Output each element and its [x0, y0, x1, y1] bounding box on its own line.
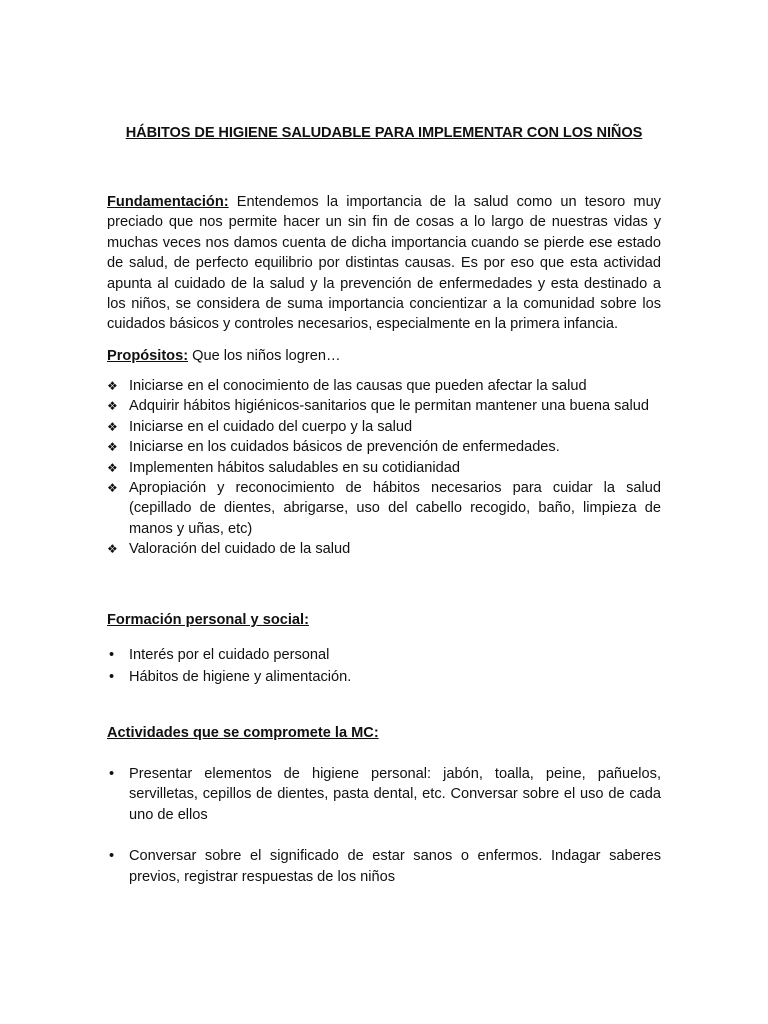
formacion-section: [107, 612, 661, 628]
formacion-list: [107, 645, 661, 688]
list-item: ❖ Implementen hábitos saludables en su cotidianidad: [107, 458, 661, 478]
list-item: ❖ Iniciarse en los cuidados básicos de prevención de enfermedades.: [107, 437, 661, 457]
list-item: • Interés por el cuidado personal: [107, 645, 661, 665]
actividades-list: [107, 764, 661, 887]
list-item: • Conversar sobre el significado de estar sanos o enfermos. Indagar saberes previos, registrar respuestas de los niños: [109, 848, 661, 885]
actividades-heading: Actividades que se compromete la MC:: [107, 725, 379, 741]
list-item: ❖ Iniciarse en el cuidado del cuerpo y la salud: [107, 417, 661, 437]
diamond-bullet-icon: ❖: [107, 399, 118, 414]
list-item: ❖ Iniciarse en el conocimiento de las causas que pueden afectar la salud: [107, 376, 661, 396]
list-item: • Hábitos de higiene y alimentación.: [107, 667, 661, 687]
bullet-icon: •: [109, 848, 115, 865]
bullet-icon: •: [109, 647, 115, 663]
list-item: ❖ Adquirir hábitos higiénicos-sanitarios que le permitan mantener una buena salud: [107, 396, 661, 416]
list-item: ❖ Apropiación y reconocimiento de hábitos necesarios para cuidar la salud (cepillado de dientes, abrigarse, uso del cabello recogido, baño, limpieza de manos y uñas, etc): [107, 480, 661, 537]
diamond-bullet-icon: ❖: [107, 460, 118, 475]
list-item: ❖ Valoración del cuidado de la salud: [107, 539, 661, 559]
list-item: • Presentar elementos de higiene personal: jabón, toalla, peine, pañuelos, servilletas, cepillos de dientes, pasta dental, etc. Conversar sobre el uso de cada uno de ellos: [109, 766, 661, 823]
propositos-intro: Que los niños logren…: [192, 348, 341, 364]
bullet-icon: •: [109, 669, 115, 686]
fundamentacion-section: [107, 192, 661, 335]
diamond-bullet-icon: ❖: [107, 440, 118, 455]
diamond-bullet-icon: ❖: [107, 379, 118, 393]
propositos-intro-line: [107, 346, 661, 366]
propositos-list-section: [107, 376, 661, 560]
formacion-heading: Formación personal y social:: [107, 612, 309, 628]
fundamentacion-text: Entendemos la importancia de la salud como un tesoro muy preciado que nos permite hacer un sin fin de cosas a lo largo de nuestras vidas y muchas veces nos damos cuenta de dicha importancia cuando se pierde ese estado de salud, de perfecto equilibrio por distintas causas. Es por eso que esta actividad apunta al cuidado de la salud y la prevención de enfermedades y esta destinado a los niños, se considera de suma importancia concientizar a la comunidad sobre los cuidados básicos y controles necesarios, especialmente en la primera infancia.: [107, 194, 661, 333]
document-title: HÁBITOS DE HIGIENE SALUDABLE PARA IMPLEMENTAR CON LOS NIÑOS: [125, 125, 643, 141]
diamond-bullet-icon: ❖: [107, 419, 118, 434]
fundamentacion-label: Fundamentación:: [107, 194, 229, 210]
propositos-section: [107, 346, 661, 366]
propositos-label: Propósitos:: [107, 348, 189, 364]
fundamentacion-paragraph: [107, 192, 661, 335]
diamond-bullet-icon: ❖: [107, 542, 118, 557]
propositos-list: [107, 376, 661, 560]
bullet-icon: •: [109, 766, 115, 782]
diamond-bullet-icon: ❖: [107, 481, 118, 496]
actividades-list-section: [107, 764, 661, 887]
actividades-section: [107, 725, 661, 741]
formacion-list-section: [107, 645, 661, 688]
